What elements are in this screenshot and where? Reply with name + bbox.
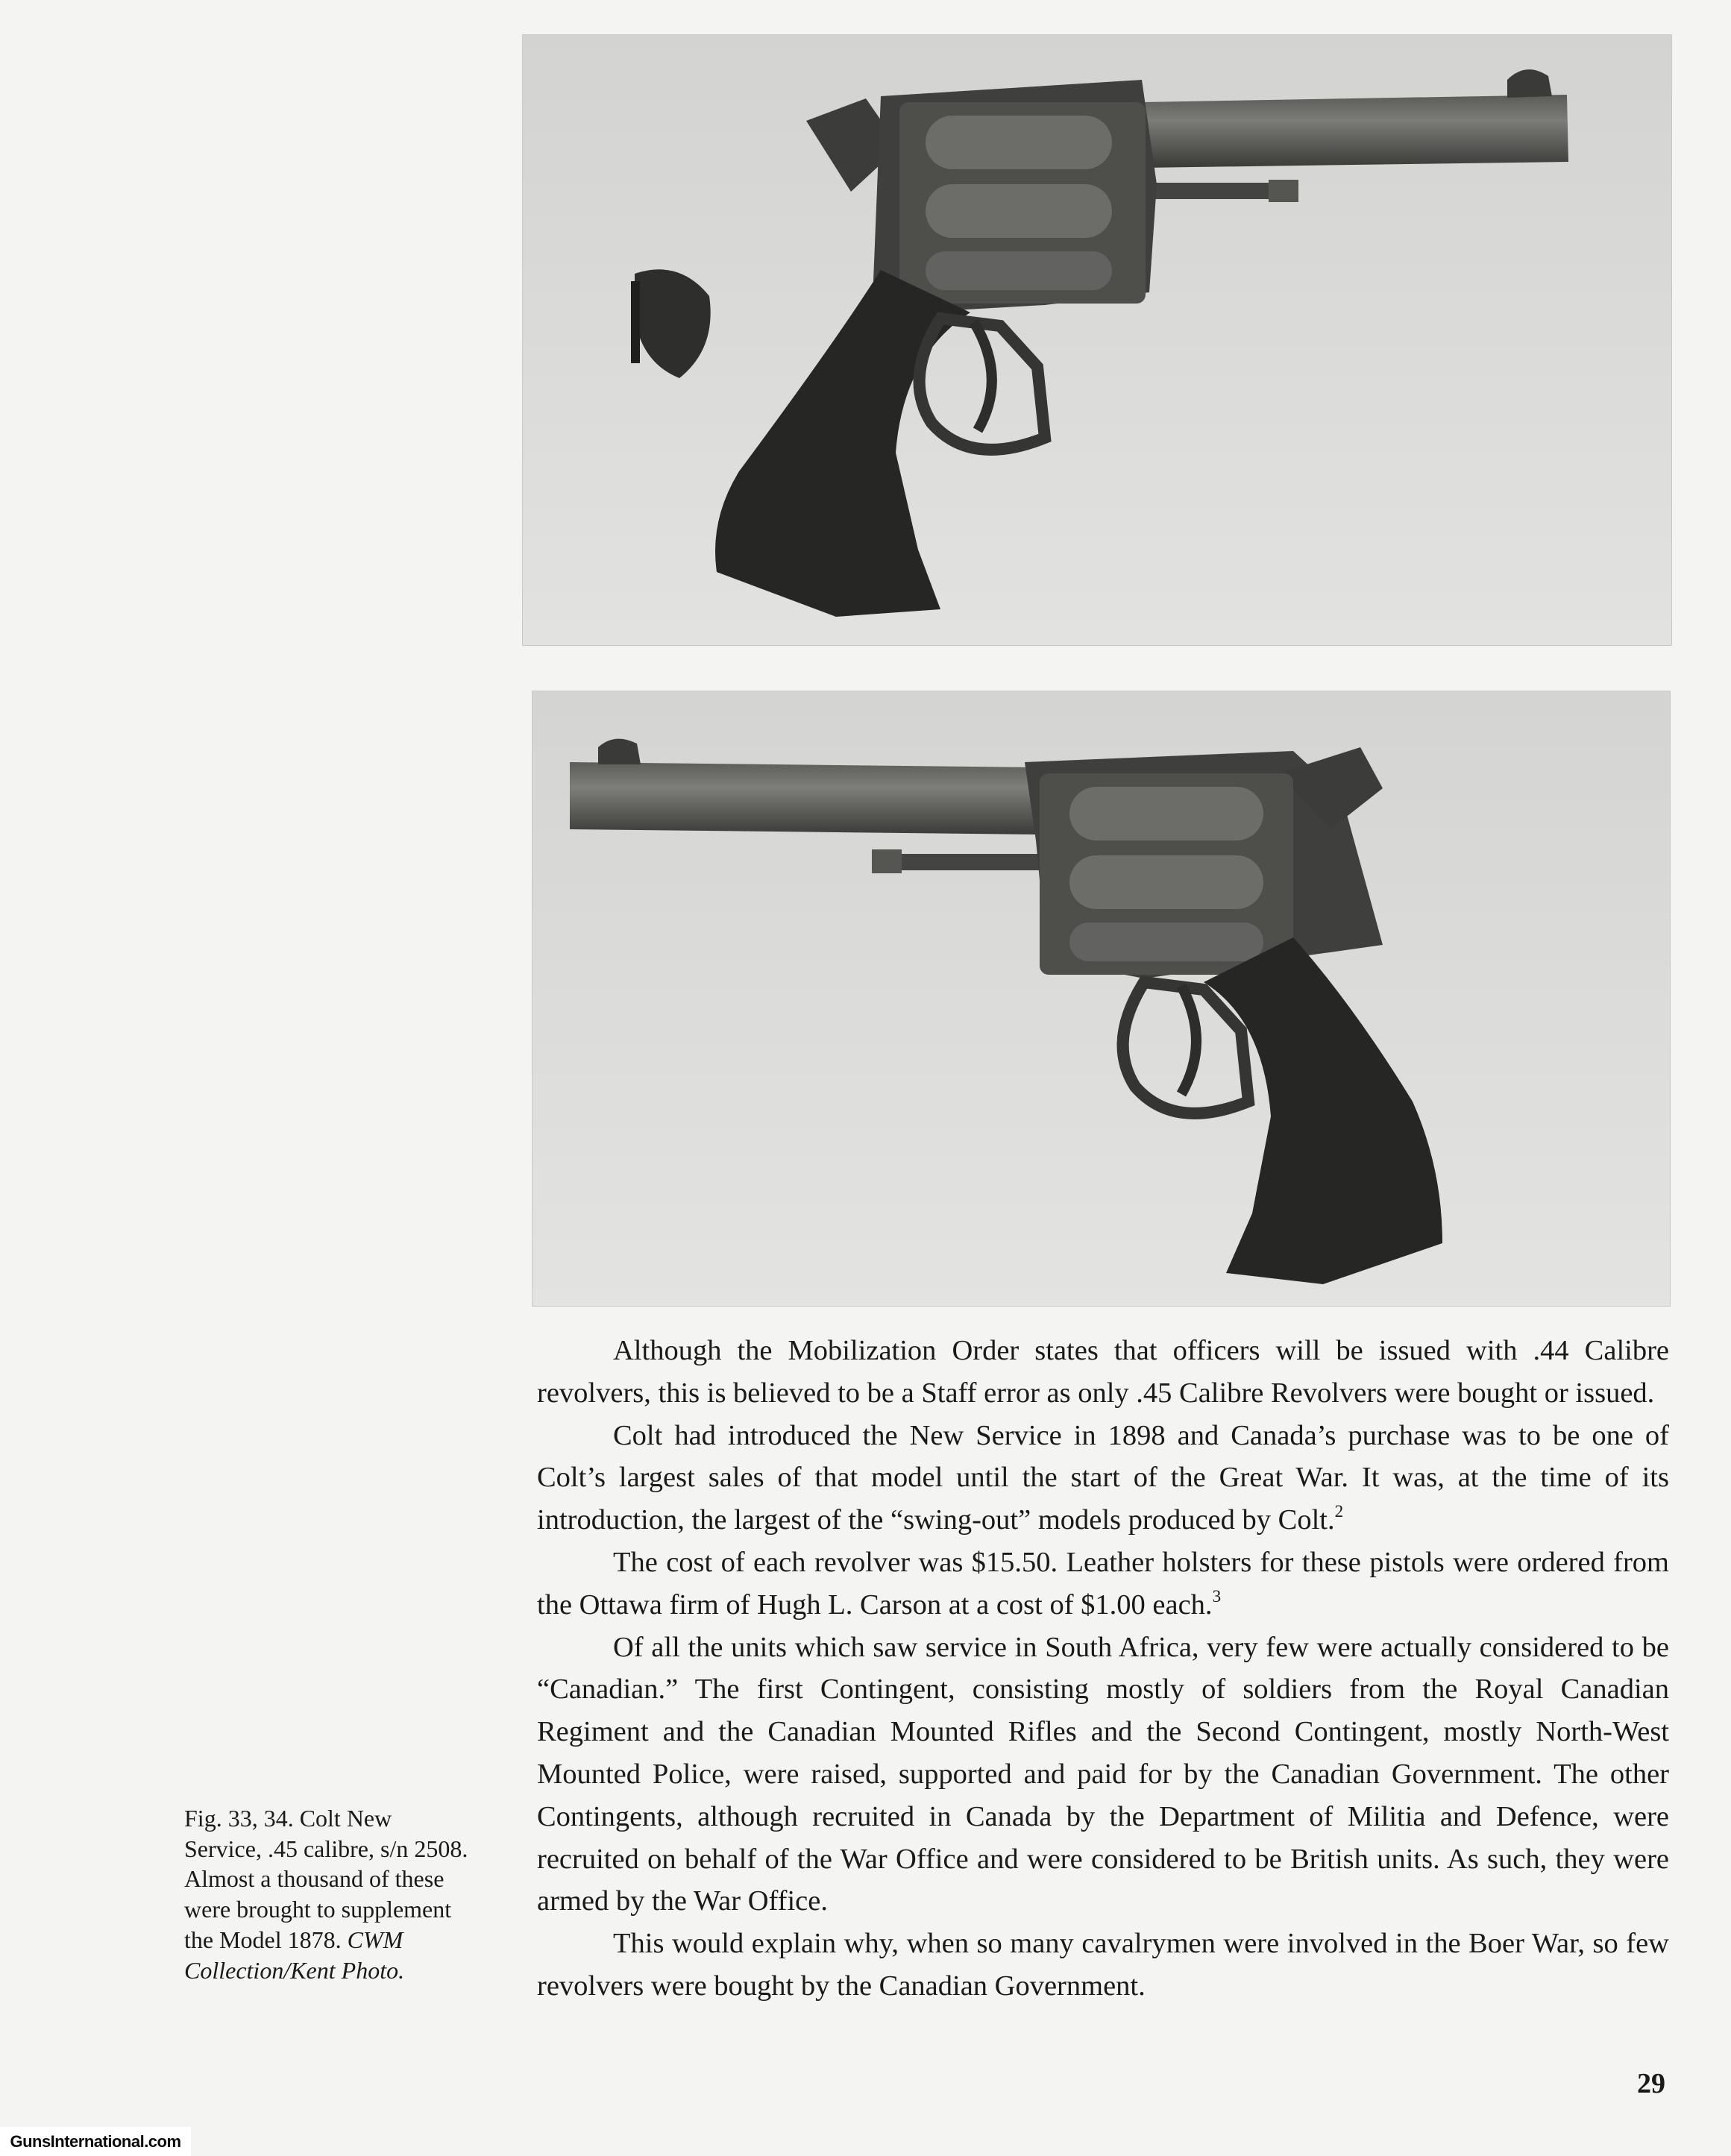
paragraph-1: Although the Mobilization Order states that officers will be issued with .44 Calibre revolvers, this is believed to be a Staff error as only .45 Calibre Revolvers were bought or issued.	[537, 1335, 1669, 1409]
paragraph-2: Colt had introduced the New Service in 1898 and Canada’s purchase was to be one of Colt’s largest sales of that model until the start of the Great War. It was, at the time of its introduction, the largest of the “swing-out” models produced by Colt.$^2$	[537, 1419, 1669, 1536]
watermark: GunsInternational.com	[0, 2127, 191, 2156]
caption-text: Fig. 33, 34. Colt New Service, .45 calibre, s/n 2508. Almost a thousand of these were brought to supplement the Model 1878.	[184, 1805, 468, 1953]
revolver-photo-bottom	[533, 691, 1670, 1306]
page-number: 29	[1637, 2068, 1665, 2099]
footnote-ref-2: 2	[1334, 1501, 1344, 1521]
figure-34-photo	[532, 691, 1671, 1307]
figure-33-photo	[522, 34, 1672, 646]
footnote-ref-3: 3	[1212, 1585, 1222, 1606]
figure-caption	[184, 1803, 475, 1985]
paragraph-4: Of all the units which saw service in South Africa, very few were actually considered to be “Canadian.” The first Contingent, consisting mostly of soldiers from the Royal Canadian Regiment and the Canadian Mounted Rifles and the Second Contingent, mostly North-West Mounted Police, were raised, supported and paid for by the Canadian Government. The other Contingents, although recruited in Canada by the Department of Militia and Defence, were recruited on behalf of the War Office and were considered to be British units. As such, they were armed by the War Office.	[537, 1631, 1669, 1917]
paragraph-3: The cost of each revolver was $15.50. Leather holsters for these pistols were ordered from the Ottawa firm of Hugh L. Carson at a cost of $1.00 each.$^3$	[537, 1546, 1669, 1621]
paragraph-5: This would explain why, when so many cavalrymen were involved in the Boer War, so few revolvers were bought by the Canadian Government.	[537, 1928, 1669, 2002]
caption-credit: CWM Collection/Kent Photo.	[184, 1926, 405, 1984]
revolver-photo-top	[523, 35, 1671, 645]
body-text	[537, 1330, 1669, 2008]
